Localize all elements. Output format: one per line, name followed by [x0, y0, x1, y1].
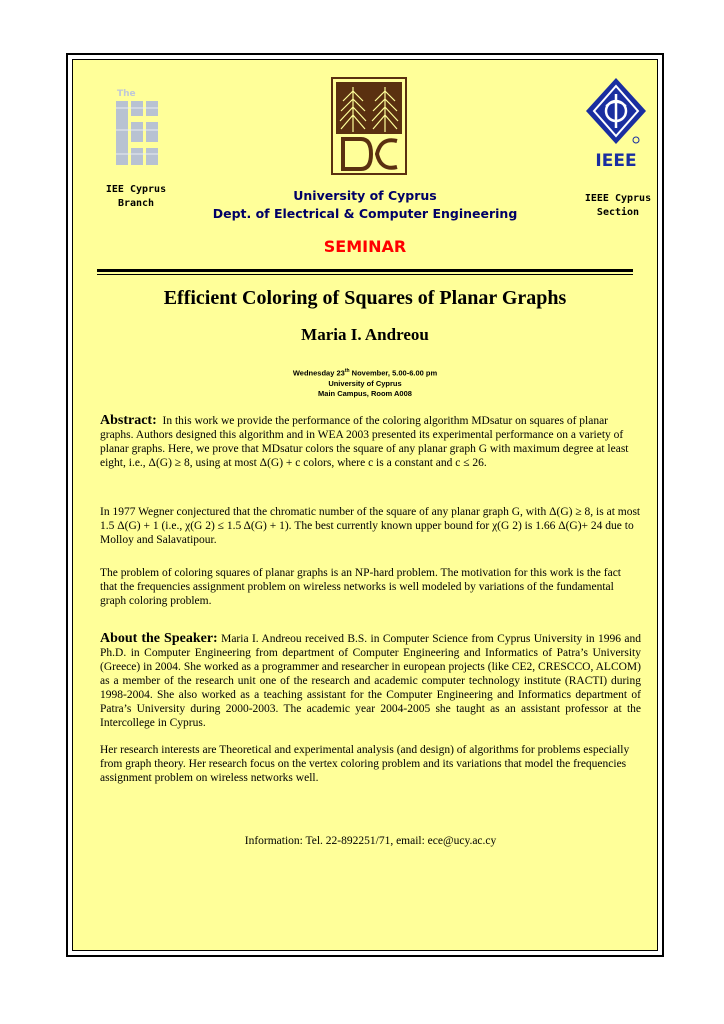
- speaker-bio-paragraph-1: [100, 632, 641, 730]
- svg-text:The: The: [117, 89, 136, 99]
- left-branch-label: [86, 183, 186, 211]
- ieee-logo: [584, 76, 648, 172]
- speaker-bio-text-1: Maria I. Andreou received B.S. in Computer Science from Cyprus University in 1996 and Ph.D. in Computer Engineering from department of Computer Engineering and Informatics of Patra’s University (Greece) in 2004. She worked as a programmer and researcher in european projects (like CE2, CRESCCO, ALCOM) as a member of the research unit one of the research and academic computer technology institute (RACTI) during 1998-2004. She also worked as a teaching assistant for the Computer Engineering and Informatics department of Patra’s University during 2000-2003. The academic year 2004-2005 she taught as an assistant professor at the Intercollege in Cyprus.: [100, 633, 642, 729]
- abstract-paragraph-1: [100, 414, 641, 470]
- seminar-title: Efficient Coloring of Squares of Planar Graphs: [163, 287, 567, 309]
- right-section-line1: IEEE Cyprus: [584, 193, 652, 204]
- event-room: Main Campus, Room A008: [318, 388, 412, 398]
- seminar-heading: SEMINAR: [323, 237, 407, 256]
- event-date-suffix: th: [344, 368, 350, 374]
- event-date-day: Wednesday 23: [292, 368, 345, 378]
- university-of-cyprus-logo: [331, 77, 407, 175]
- iee-logo: [112, 86, 162, 168]
- left-branch-line1: IEE Cyprus: [105, 184, 167, 195]
- right-section-line2: Section: [596, 207, 640, 218]
- contact-information: Information: Tel. 22-892251/71, email: ece@ucy.ac.cy: [244, 835, 497, 847]
- left-branch-line2: Branch: [117, 198, 155, 209]
- event-date-time: November, 5.00-6.00 pm: [349, 368, 438, 378]
- event-date: [200, 366, 530, 379]
- right-section-label: [568, 192, 668, 220]
- event-venue: University of Cyprus: [328, 378, 402, 388]
- abstract-label: Abstract:: [100, 413, 157, 428]
- divider-thick: [97, 269, 633, 272]
- university-name: University of Cyprus: [293, 188, 437, 203]
- speaker-name: Maria I. Andreou: [301, 325, 429, 344]
- speaker-bio-label: About the Speaker:: [100, 631, 218, 646]
- abstract-paragraph-3: The problem of coloring squares of planar graphs is an NP-hard problem. The motivation for this work is the fact that the frequencies assignment problem on wireless networks is well modeled by variations of the fundamental graph coloring problem.: [100, 567, 621, 607]
- abstract-text-1: In this work we provide the performance of the coloring algorithm MDsatur on squares of planar graphs. Authors designed this algorithm and in WEA 2003 presented its experimental performance on a variety of planar graphs. Here, we prove that MDsatur colors the square of any planar graph G with maximum degree at least eight, i.e., Δ(G) ≥ 8, using at most Δ(G) + c colors, where c is a constant and c ≤ 26.: [100, 415, 629, 469]
- abstract-paragraph-2: In 1977 Wegner conjectured that the chromatic number of the square of any planar graph G, with Δ(G) ≥ 8, is at most 1.5 Δ(G) + 1 (i.e., χ(G 2) ≤ 1.5 Δ(G) + 1). The best currently known upper bound for χ(G 2) is 1.66 Δ(G)+ 24 due to Molloy and Salavatipour.: [100, 506, 641, 546]
- speaker-bio-paragraph-2: Her research interests are Theoretical and experimental analysis (and design) of algorithms for problems especially from graph theory. Her research focus on the vertex coloring problem and its variations that model the frequencies assignment problem on wireless networks well.: [100, 744, 630, 784]
- event-details: [200, 366, 530, 399]
- department-name: Dept. of Electrical & Computer Engineering: [212, 206, 518, 221]
- divider-thin: [97, 274, 633, 275]
- svg-text:IEEE: IEEE: [595, 151, 637, 171]
